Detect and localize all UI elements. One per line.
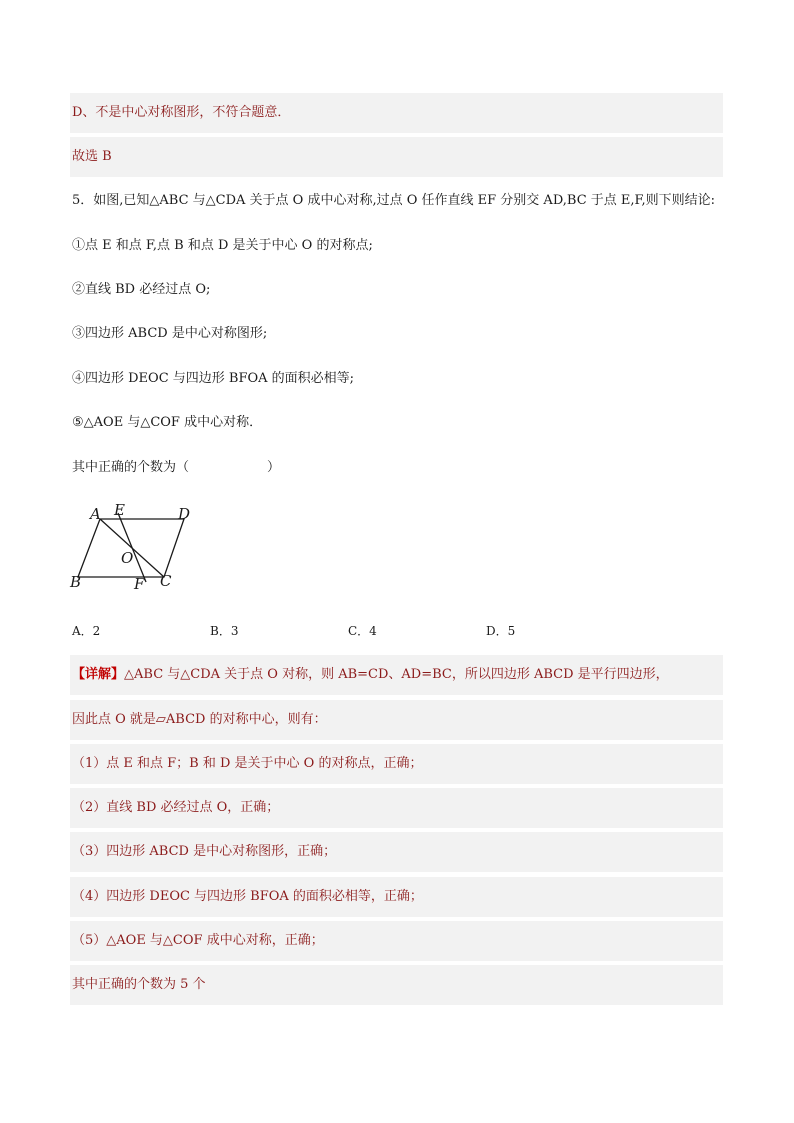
statement-3: ③四边形 ABCD 是中心对称图形;	[72, 326, 268, 341]
solution-option-d: D、不是中心对称图形，不符合题意．	[70, 93, 723, 133]
statement-1: ①点 E 和点 F,点 B 和点 D 是关于中心 O 的对称点;	[72, 238, 373, 253]
label-a: A	[90, 505, 101, 523]
question-stem: 5．如图,已知△ABC 与△CDA 关于点 O 成中心对称,过点 O 任作直线 EF 分别交 AD,BC 于点 E,F,则下则结论:	[72, 193, 716, 208]
label-e: E	[114, 501, 125, 519]
label-c: C	[160, 572, 172, 590]
label-b: B	[70, 573, 82, 591]
parallelogram-abcd	[78, 519, 184, 577]
solution-answer: 故选 B	[70, 137, 723, 177]
detail-item-3: （3）四边形 ABCD 是中心对称图形，正确；	[70, 832, 723, 872]
detail-intro-line	[70, 655, 723, 695]
detail-intro: △ABC 与△CDA 关于点 O 对称，则 AB=CD、AD=BC，所以四边形 ABCD 是平行四边形，	[124, 667, 669, 682]
statement-2: ②直线 BD 必经过点 O;	[72, 282, 211, 297]
statement-4: ④四边形 DEOC 与四边形 BFOA 的面积必相等;	[72, 371, 355, 386]
answer-options	[72, 620, 712, 642]
option-c[interactable]: C．4	[348, 624, 377, 638]
detail-conclusion: 其中正确的个数为 5 个	[70, 965, 723, 1005]
detail-item-1: （1）点 E 和点 F；B 和 D 是关于中心 O 的对称点，正确；	[70, 744, 723, 784]
detail-tag: 【详解】	[72, 667, 125, 682]
option-a[interactable]: A．2	[72, 624, 101, 638]
detail-center: 因此点 O 就是▱ABCD 的对称中心，则有：	[70, 700, 723, 740]
parallelogram-figure	[66, 500, 216, 600]
label-o: O	[121, 549, 134, 567]
line-ef	[118, 513, 146, 582]
detail-item-5: （5）△AOE 与△COF 成中心对称，正确；	[70, 921, 723, 961]
label-d: D	[178, 505, 191, 523]
statement-5: ⑤△AOE 与△COF 成中心对称．	[72, 415, 263, 430]
detail-item-4: （4）四边形 DEOC 与四边形 BFOA 的面积必相等，正确；	[70, 877, 723, 917]
question-prompt: 其中正确的个数为（ ）	[72, 460, 281, 475]
option-b[interactable]: B．3	[210, 624, 239, 638]
label-f: F	[134, 575, 145, 593]
option-d[interactable]: D．5	[486, 624, 516, 638]
detail-item-2: （2）直线 BD 必经过点 O，正确；	[70, 788, 723, 828]
